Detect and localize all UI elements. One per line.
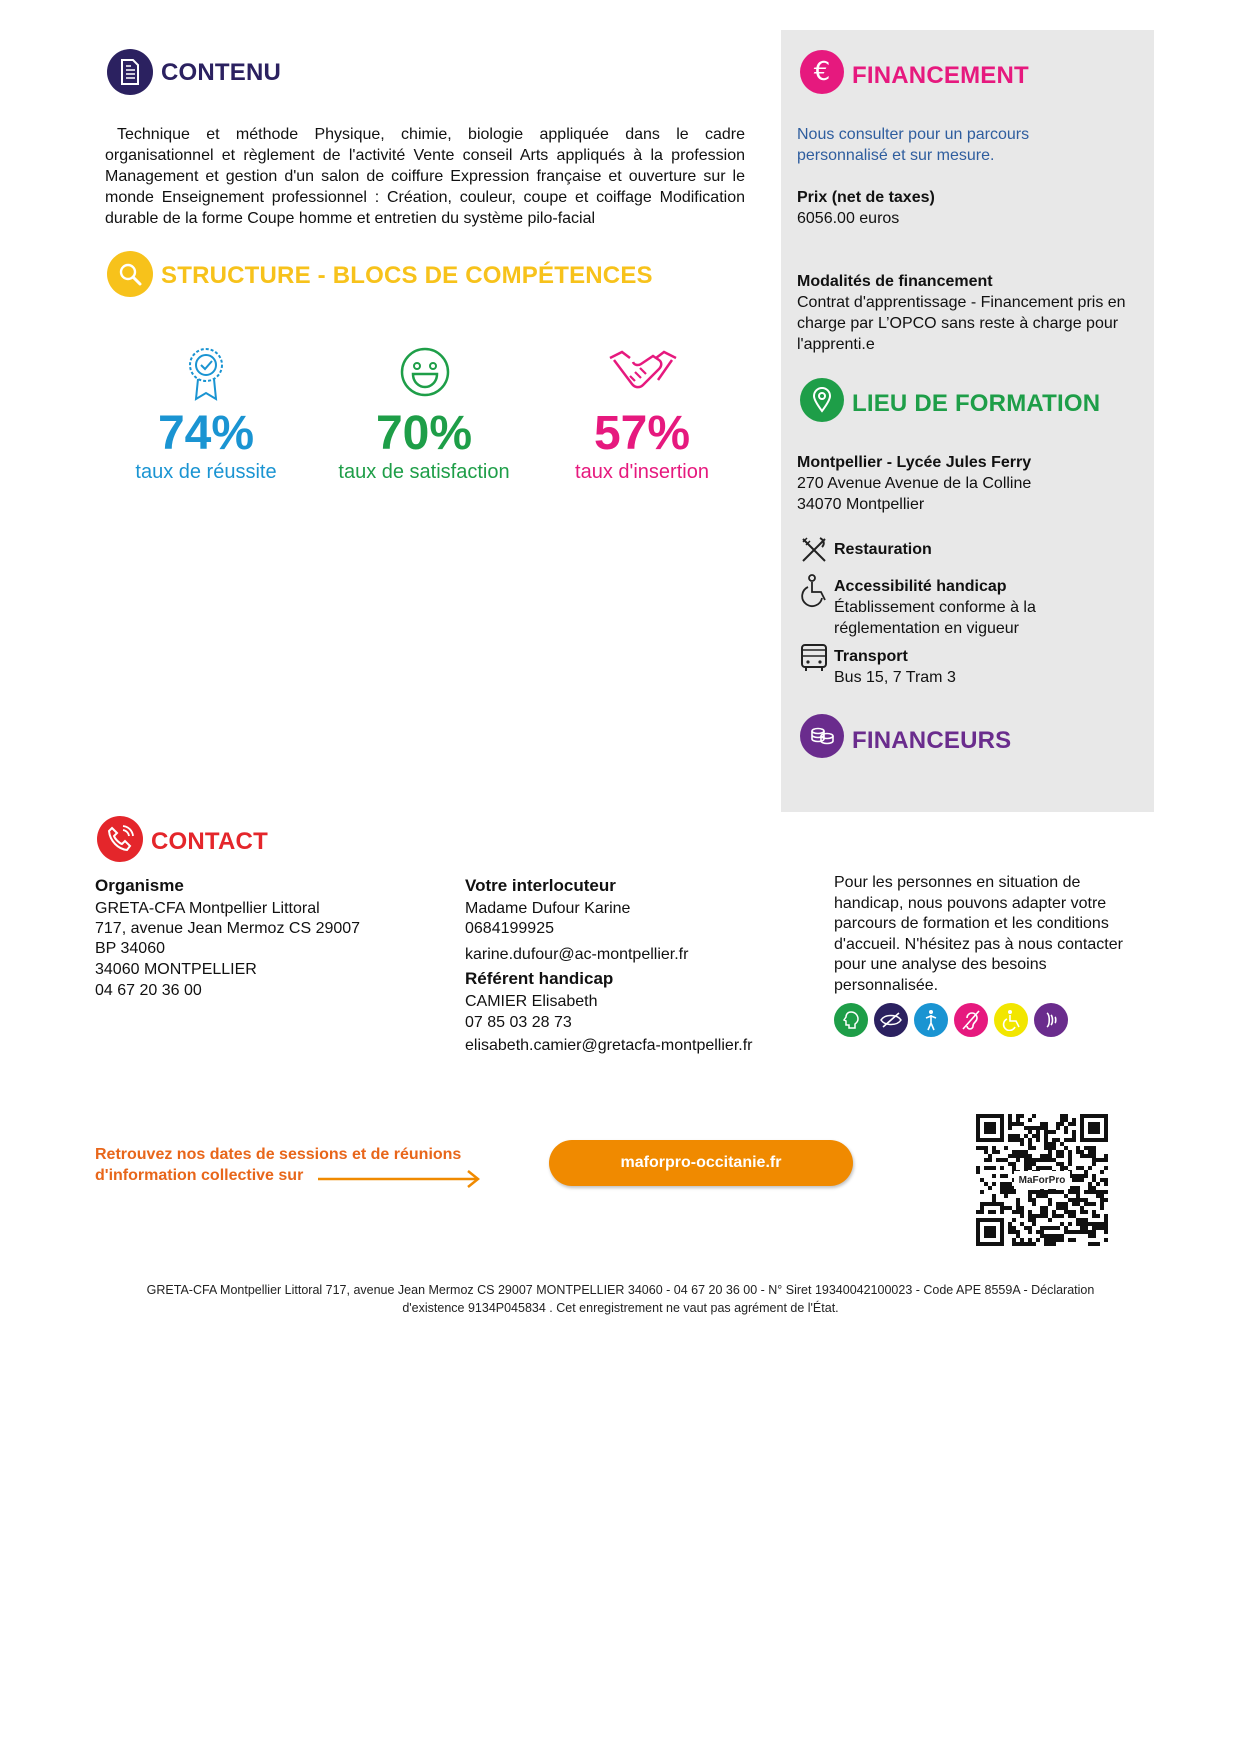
document-icon <box>107 49 153 95</box>
motor-disability-icon <box>914 1003 948 1037</box>
footer-line2: d'existence 9134P045834 . Cet enregistrement ne vaut pas agrément de l'État. <box>402 1301 839 1315</box>
organisme-phone: 04 67 20 36 00 <box>95 982 202 999</box>
arrow-right-icon <box>316 1168 486 1190</box>
bus-icon <box>800 643 828 673</box>
financeurs-title: FINANCEURS <box>852 727 1012 754</box>
phone-icon <box>97 816 143 862</box>
footer-line1: GRETA-CFA Montpellier Littoral 717, avenue Jean Mermoz CS 29007 MONTPELLIER 34060 - 04 67 20 36 00 - N° Siret 19340042100023 - Code APE 8559A - Déclaration <box>146 1283 1095 1297</box>
modalites-text: Contrat d'apprentissage - Financement pris en charge par L’OPCO sans reste à charge pour l'apprenti.e <box>797 294 1126 353</box>
handicap-info-text: Pour les personnes en situation de handicap, nous pouvons adapter votre parcours de formation et les conditions d'accueil. N'hésitez pas à nous contacter pour une analyse des besoins personnalisée. <box>834 874 1123 994</box>
modalites-label: Modalités de financement <box>797 273 993 290</box>
stat-label: taux d'insertion <box>575 461 709 483</box>
contact-title: CONTACT <box>151 828 268 855</box>
speech-disability-icon <box>1034 1003 1068 1037</box>
interlocuteur-name: Madame Dufour Karine <box>465 900 631 917</box>
handshake-icon <box>608 346 678 398</box>
transport-label: Transport <box>834 648 908 665</box>
stat-value: 70% <box>375 407 473 460</box>
organisme-address-line3: 34060 MONTPELLIER <box>95 961 257 978</box>
financement-consult-text: Nous consulter pour un parcours personnalisé et sur mesure. <box>797 126 1030 164</box>
organisme-address-line1: 717, avenue Jean Mermoz CS 29007 <box>95 920 361 937</box>
qr-code-label: MaForPro <box>1014 1171 1070 1189</box>
referent-name: CAMIER Elisabeth <box>465 993 598 1010</box>
visual-disability-icon <box>874 1003 908 1037</box>
lieu-title: LIEU DE FORMATION <box>852 390 1101 417</box>
organisme-name: GRETA-CFA Montpellier Littoral <box>95 900 320 917</box>
lieu-name: Montpellier - Lycée Jules Ferry <box>797 454 1032 471</box>
coins-icon <box>800 714 844 758</box>
maforpro-link-button[interactable]: maforpro-occitanie.fr <box>549 1140 853 1186</box>
interlocuteur-label: Votre interlocuteur <box>465 876 616 895</box>
financement-title: FINANCEMENT <box>852 62 1029 89</box>
wheelchair-icon <box>798 574 830 608</box>
transport-text: Bus 15, 7 Tram 3 <box>834 669 956 686</box>
stat-label: taux de satisfaction <box>338 461 510 483</box>
accessibilite-text: Établissement conforme à la réglementation en vigueur <box>834 599 1036 637</box>
sessions-text-line2: d'information collective sur <box>95 1167 304 1184</box>
euro-icon: € <box>800 50 844 94</box>
organisme-label: Organisme <box>95 876 184 895</box>
hearing-disability-icon <box>954 1003 988 1037</box>
sessions-text-line1: Retrouvez nos dates de sessions et de réunions <box>95 1146 462 1163</box>
location-pin-icon <box>800 378 844 422</box>
contenu-title: CONTENU <box>161 59 282 86</box>
stat-label: taux de réussite <box>135 461 277 483</box>
fork-knife-icon <box>800 536 828 564</box>
smiley-icon <box>399 346 451 398</box>
medal-icon <box>186 346 226 402</box>
stat-value: 57% <box>593 407 691 460</box>
lieu-address-line2: 34070 Montpellier <box>797 496 925 513</box>
price-label: Prix (net de taxes) <box>797 189 935 206</box>
qr-code <box>976 1114 1108 1246</box>
referent-phone[interactable]: 07 85 03 28 73 <box>465 1014 572 1031</box>
stat-value: 74% <box>157 407 255 460</box>
lieu-address-line1: 270 Avenue Avenue de la Colline <box>797 475 1032 492</box>
magnifier-icon <box>107 251 153 297</box>
accessibilite-label: Accessibilité handicap <box>834 578 1007 595</box>
physical-disability-icon <box>994 1003 1028 1037</box>
mental-disability-icon <box>834 1003 868 1037</box>
interlocuteur-email-link[interactable]: karine.dufour@ac-montpellier.fr <box>465 946 689 963</box>
referent-email-link[interactable]: elisabeth.camier@gretacfa-montpellier.fr <box>465 1037 753 1054</box>
restauration-label: Restauration <box>834 541 932 558</box>
interlocuteur-phone[interactable]: 0684199925 <box>465 920 554 937</box>
referent-handicap-label: Référent handicap <box>465 969 614 988</box>
price-value: 6056.00 euros <box>797 210 900 227</box>
structure-title: STRUCTURE - BLOCS DE COMPÉTENCES <box>161 262 653 289</box>
organisme-address-line2: BP 34060 <box>95 940 165 957</box>
contenu-text: Technique et méthode Physique, chimie, biologie appliquée dans le cadre organisationnel et règlement de l'activité Vente conseil Arts appliqués à la profession Management et gestion d'un salon de coiffure Expression française et ouverture sur le monde Enseignement professionnel : Création, couleur, coupe et coiffage Modification durable de la forme Coupe homme et entretien du système pilo-facial <box>105 126 745 227</box>
